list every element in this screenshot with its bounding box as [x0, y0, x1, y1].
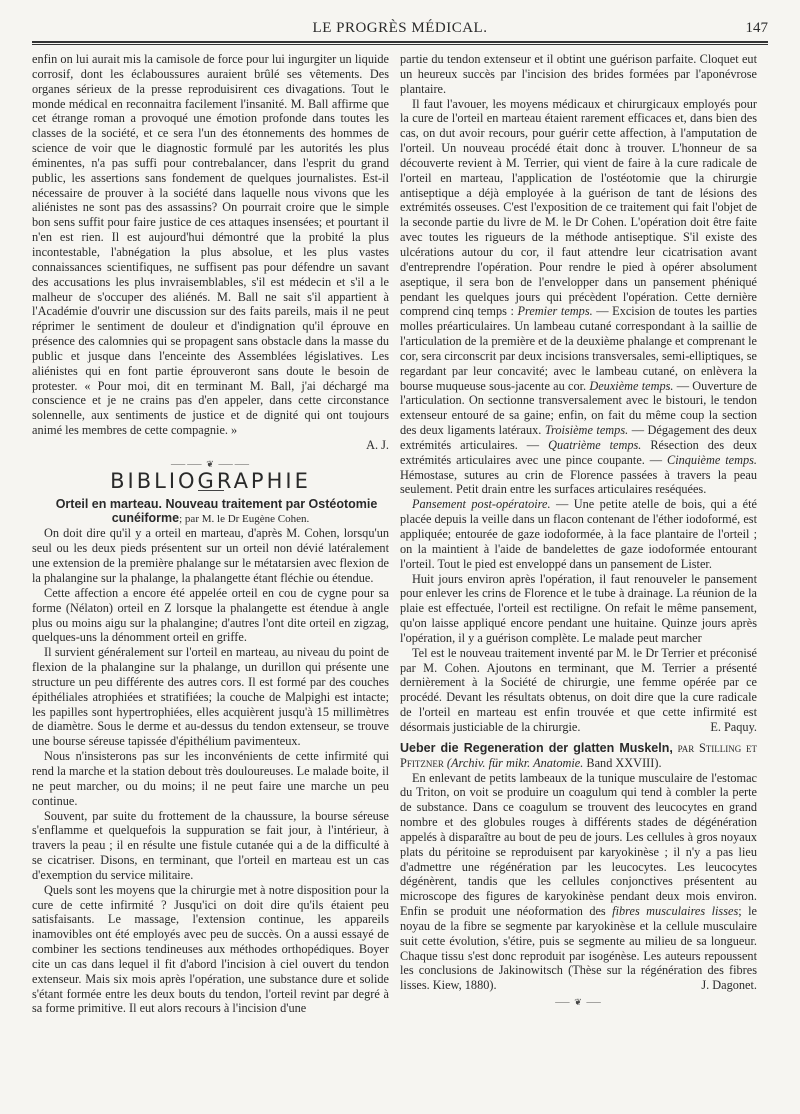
- text: Hémostase, sutures au crin de Florence passées à travers la peau seulement. Petit drain entre les surfaces articulaires reséquées.: [400, 467, 757, 497]
- paragraph: Nous n'insisterons pas sur les inconvénients de cette infirmité qui rend la marche et la station debout très douloureuses. Le malade boite, il ne peut marcher, ou du moins; il ne peut faire une marche un peu continue.: [32, 749, 389, 808]
- italic-label: Cinquième temps.: [667, 452, 757, 467]
- article-author: par Stilling et Pfitzner: [400, 740, 757, 770]
- paragraph: partie du tendon extenseur et il obtint une guérison parfaite. Cloquet eut un heureux succès par l'incision des brides formées par l'aponévrose plantaire.: [400, 52, 757, 96]
- ornament-divider: ⸺⸺ ❦ ⸺⸺: [170, 458, 251, 469]
- article-heading: [400, 741, 757, 771]
- italic-label: Deuxième temps.: [589, 378, 674, 393]
- right-column: [400, 52, 757, 1010]
- signature: E. Paquy.: [710, 719, 757, 734]
- italic-label: Premier temps.: [517, 304, 593, 319]
- text: — Excision de toutes les parties molles préarticulaires. Un lambeau cutané correspondant à la saillie de l'articulation de la première et de la deuxième phalange et comprenant le cor, sera circonscrit par deux incisions transversales, semi-elliptiques, se regardant par leur concavité; avec le lambeau cutané, on enlèvera la bourse muqueuse sous-jacente au cor.: [400, 304, 757, 393]
- article-author: ; par M. le Dr Eugène Cohen.: [179, 513, 310, 526]
- text: Résection des deux extrémités articulaires avec une pince coupante. —: [400, 437, 758, 467]
- header-rule: [32, 41, 768, 45]
- section-title: BIBLIOGRAPHIE: [110, 468, 311, 493]
- article-title: Orteil en marteau. Nouveau traitement par Ostéotomie cunéiforme: [55, 497, 378, 526]
- signature: J. Dagonet.: [701, 978, 757, 993]
- text: En enlevant de petits lambeaux de la tunique musculaire de l'estomac du Triton, on voit se produire un coagulum qui tend à combler la perte de substance. Dans ce coagulum se trouvent des leucocytes en grand nombre et des globules rouges à différents stades de dégénération appelés à disparaître au bout de peu de jours. Les cellules à gros noyaux plats du péritoine se reproduisent par karyokinèse ; il n'y a pas lieu d'admettre une régénération par les leucocytes. Les leucocytes dégénèrent, tandis que les cellules conjonctives présentent au microscope des figures de karyokinèse pendant deux mois environ. Enfin se produit une néoformation des: [400, 770, 757, 919]
- text: Il faut l'avouer, les moyens médicaux et chirurgicaux employés pour la cure de l'orteil en marteau étaient rarement efficaces et, dans bien des cas, on dut avoir recours, pour guérir cette affection, à l'amputation de l'orteil. Un nouveau procédé était donc à trouver. L'honneur de sa découverte revient à M. Terrier, qui vient de faire à la cure radicale de l'orteil en marteau, l'application de l'ostéotomie que la chirurgie antiseptique a déjà employée à la guérison de tant de lésions des extrémités osseuses. C'est l'exposition de ce traitement qui fait l'objet de la seconde partie du livre de M. le Dr Cohen. L'opération doit être faite avec toutes les rigueurs de la méthode antiseptique. S'il existe des ulcérations autour du cor, il faut attendre leur cicatrisation avant d'entreprendre l'opération. Pour rendre le pied à opérer absolument aseptique, il sera bon de l'envelopper dans un pansement phéniqué pendant les quelques jours qui précèdent l'opération. Cette dernière comprend cinq temps :: [400, 96, 757, 319]
- paragraph: Huit jours environ après l'opération, il faut renouveler le pansement pour enlever les crins de Florence et le tube à drainage. La réunion de la plaie est effectuée, l'orteil est rectiligne. On refait le même pansement, qu'on laisse appliqué encore pendant une huitaine. Quinze jours après l'opération, il y a guérison complète. Le malade peut marcher: [400, 571, 757, 645]
- italic-label: Pansement post-opératoire.: [412, 497, 551, 512]
- text: Tel est le nouveau traitement inventé par M. le Dr Terrier et préconisé par M. Cohen. Ajoutons en terminant, que M. Terrier a présenté dernièrement à la Société de chirurgie, une femme opérée par ce procédé. Devant les résultats obtenus, on doit dire que la cure radicale de l'orteil en marteau est enfin trouvée et que cette infirmité est désormais justiciable de la chirurgie.: [400, 645, 757, 734]
- paragraph: Souvent, par suite du frottement de la chaussure, la bourse séreuse s'enflamme et quelquefois la suppuration se fait jour, à l'intérieur, à travers la peau ; il en résulte une fistule cutanée qui a de la difficulté à se cicatriser. Disons, en terminant, que l'orteil en marteau est un cas d'exemption du service militaire.: [32, 808, 389, 882]
- paragraph: [400, 497, 757, 571]
- article-source: (Archiv. für mikr. Anatomie.: [446, 755, 584, 770]
- paragraph: enfin on lui aurait mis la camisole de force pour lui ingurgiter un liquide corrosif, dont les éclaboussures auraient brûlé ses vêtements. Des organes sérieux de la presse reproduisirent ces divagations. Tout le monde médical en reconnaitra facilement l'insanité. M. Ball affirme que cet étrange roman a provoqué une émotion profonde dans toutes les classes de la société, et ce sera l'un des étonnements des hommes de science de voir que le diagnostic formulé par les autorités les plus éminentes, n'a pas suffi pour contrebalancer, dans l'esprit du grand public, les assertions sans fondement de quelques journalistes. Est-il nécessaire de prouver à la société dans laquelle nous vivons que les aliénistes ne sont pas des assassins? On pourrait croire que le simple bon sens suffit pour faire justice de ces attaques insensées; et pourtant il n'en est rien. Il est aujourd'hui démontré que la probité la plus incontestable, l'abnégation la plus absolue, et les plus vastes connaissances scientifiques, ne suffisent pas pour défendre un savant des accusations les plus invraisemblables, s'il est médecin et s'il a le malheur de s'occuper des aliénés. M. Ball ne sait s'il appartient à l'Académie d'ouvrir une discussion sur des faits pareils, mais il ne peut réprimer le sentiment de douleur et d'indignation qu'il éprouve en présence des calomnies qui se propagent sans obstacle dans la masse du public et jusque dans l'enceinte des Assemblées législatives. Les aliénistes qui en font partie éprouveront sans doute le besoin de protester. « Pour moi, dit en terminant M. Ball, j'ai déchargé ma conscience et je ne crains pas d'en appeler, dans cette circonstance solennelle, aux sentiments de justice et de dignité qui ont toujours animé les membres de cette compagnie. »: [32, 52, 389, 438]
- ornament-divider: ⸺ ❦ ⸺: [554, 997, 603, 1008]
- text: ; le noyau de la fibre se segmente par karyokinèse et la cellule musculaire suit cette évolution, s'étire, puis se segmente au milieu de sa longueur. Chaque tissu s'est donc reproduit par isogénèse. Les auteurs repoussent les conclusions de Jakinowitsch (Thèse sur la régénération des fibres lisses. Kiew, 1880).: [400, 904, 757, 993]
- left-column: [32, 52, 389, 1016]
- paragraph: Quels sont les moyens que la chirurgie met à notre disposition pour la cure de cette infirmité ? Jusqu'ici on doit dire qu'ils étaient peu satisfaisants. Le massage, l'extension continue, les appareils inamovibles ont été employés avec peu de succès. On a aussi essayé de combiner les sections tendineuses aux méthodes orthopédiques. Boyer cite un cas dans lequel il fit d'abord l'incision à ciel ouvert du tendon extenseur. Mais six mois après l'opération, une substance dure et solide s'étant formée entre les deux bouts du tendon, l'orteil revint par degré à sa forme primitive. Il eut alors recours à l'incision d'une: [32, 882, 389, 1016]
- running-header-title: LE PROGRÈS MÉDICAL.: [312, 20, 488, 36]
- paragraph: Cette affection a encore été appelée orteil en cou de cygne pour sa forme (Nélaton) orteil en Z lorsque la phalangette est étendue à angle plus ou moins aigu sur la phalangine; d'autres l'ont dite orteil en zigzag, quelques-uns la dénomment orteil en griffe.: [32, 585, 389, 645]
- article-volume: Band XXVIII).: [586, 755, 662, 770]
- paragraph: [400, 97, 757, 498]
- text: — Ouverture de l'articulation. On sectionne transversalement avec le bistouri, le tendon extenseur entouré de sa gaine; enfin, on fait du même coup la section des deux ligaments latéraux.: [400, 378, 758, 438]
- italic-label: Troisième temps.: [544, 423, 629, 438]
- article-heading: [32, 497, 389, 526]
- text: — Une petite atelle de bois, qui a été placée depuis la veille dans un flacon contenant de l'éther iodoformé, est appliquée; entourée de gaze iodoformée, à la face plantaire de l'orteil ; on la maintient à l'aide de bandelettes de gaze iodoformée entourant l'orteil. Tout le pied est enveloppé dans un pansement de Lister.: [400, 497, 757, 571]
- italic-label: Quatrième temps.: [548, 437, 642, 452]
- text: — Dégagement des deux extrémités articulaires. —: [400, 423, 757, 452]
- paragraph: [400, 771, 757, 994]
- paragraph: [400, 646, 757, 735]
- page-number: 147: [745, 20, 768, 36]
- article-title: Ueber die Regeneration der glatten Muskeln,: [400, 740, 673, 755]
- italic-label: fibres musculaires lisses: [612, 904, 739, 919]
- signature: A. J.: [366, 437, 389, 452]
- paragraph: Il survient généralement sur l'orteil en marteau, au niveau du point de flexion de la phalangine sur la phalange, un durillon qui présente une structure un peu différente des autres cors. Il est formé par des couches épithéliales atrophiées et stratifiées; la couche de Malpighi est intacte; les papilles sont hypertrophiées, elles acquièrent jusqu'à 15 millimètres de diamètre. Sous le derme et au-dessus du tendon extenseur, se trouve une bourse séreuse tapissée d'épithélium pavimenteux.: [32, 645, 389, 749]
- paragraph: On doit dire qu'il y a orteil en marteau, d'après M. Cohen, lorsqu'un seul ou les deux pieds présentent sur un orteil non dévié latéralement une extension de la première phalange sur le métatarsien avec flexion de la phalangine sur la phalange, la phalangette étant fléchie ou étendue.: [32, 526, 389, 585]
